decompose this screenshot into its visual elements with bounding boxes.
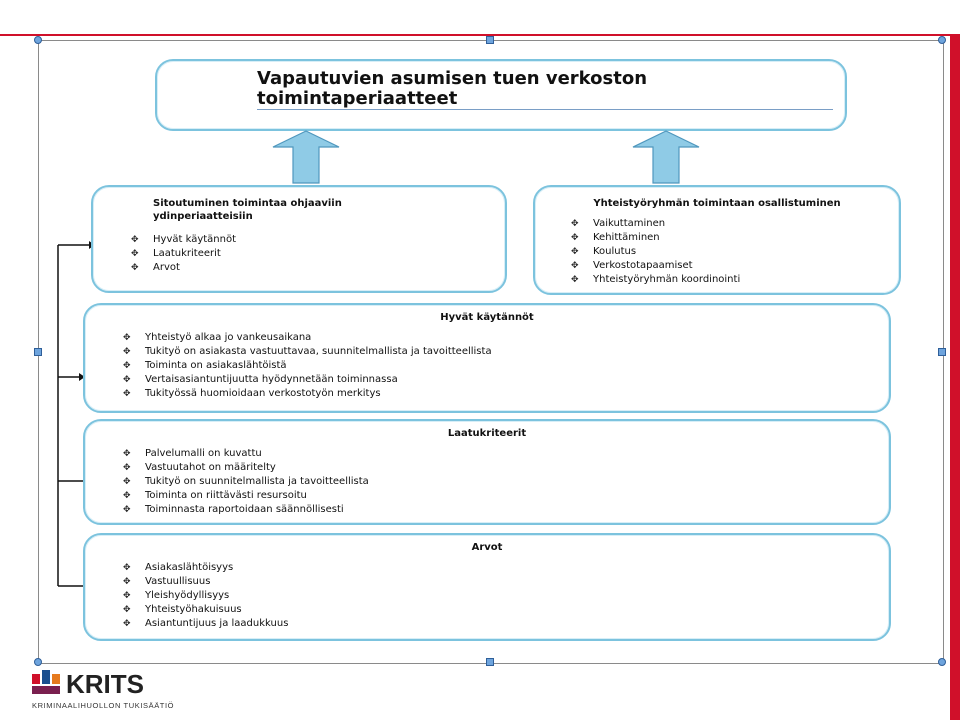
list-item: ✥ Vastuutahot on määritelty [123, 462, 276, 473]
bullet-icon: ✥ [571, 275, 579, 285]
bullet-icon: ✥ [123, 605, 131, 615]
list-item: ✥ Yhteistyöhakuisuus [123, 604, 242, 615]
resize-handle-left[interactable] [34, 348, 42, 356]
list-item: ✥ Tukityössä huomioidaan verkostotyön merkitys [123, 388, 381, 399]
krits-logo-mark [30, 662, 250, 702]
quality-criteria-box [83, 419, 891, 525]
resize-handle-bottom[interactable] [486, 658, 494, 666]
list-item: ✥ Toiminnasta raportoidaan säännöllisesti [123, 504, 344, 515]
bullet-icon: ✥ [123, 347, 131, 357]
logo-subtitle: KRIMINAALIHUOLLON TUKISÄÄTIÖ [32, 701, 175, 710]
commitment-box [91, 185, 507, 293]
values-title: Arvot [471, 542, 503, 553]
slide-top-red-line [0, 34, 960, 36]
list-item: ✥ Tukityö on suunnitelmallista ja tavoitteellista [123, 476, 369, 487]
bullet-icon: ✥ [571, 247, 579, 257]
diagram-selection-frame[interactable] [38, 40, 944, 664]
bullet-icon: ✥ [123, 477, 131, 487]
title-underline [257, 109, 833, 110]
list-item: ✥ Hyvät käytännöt [131, 234, 237, 245]
bullet-icon: ✥ [123, 375, 131, 385]
list-item: ✥ Tukityö on asiakasta vastuuttavaa, suunnitelmallista ja tavoitteellista [123, 346, 492, 357]
resize-handle-top-right[interactable] [938, 36, 946, 44]
collaboration-list [571, 217, 740, 287]
list-item: ✥ Yleishyödyllisyys [123, 590, 230, 601]
list-item: ✥ Palvelumalli on kuvattu [123, 448, 262, 459]
bullet-icon: ✥ [123, 491, 131, 501]
list-item: ✥ Vastuullisuus [123, 576, 211, 587]
bullet-icon: ✥ [123, 449, 131, 459]
good-practices-title: Hyvät käytännöt [440, 312, 534, 323]
list-item: ✥ Asiantuntijuus ja laadukkuus [123, 618, 289, 629]
list-item: ✥ Kehittäminen [571, 232, 660, 243]
collaboration-box [533, 185, 901, 295]
good-practices-box [83, 303, 891, 413]
diagram-title: Vapautuvien asumisen tuen verkoston toimintaperiaatteet [257, 68, 648, 109]
bullet-icon: ✥ [123, 463, 131, 473]
bullet-icon: ✥ [123, 563, 131, 573]
bullet-icon: ✥ [123, 619, 131, 629]
resize-handle-top[interactable] [486, 36, 494, 44]
bullet-icon: ✥ [131, 263, 139, 273]
bullet-icon: ✥ [571, 219, 579, 229]
good-practices-list [123, 331, 492, 401]
commitment-title: Sitoutuminen toimintaa ohjaaviin ydinperiaatteisiin [153, 198, 342, 222]
list-item: ✥ Yhteistyö alkaa jo vankeusaikana [123, 332, 312, 343]
list-item: ✥ Toiminta on riittävästi resursoitu [123, 490, 307, 501]
resize-handle-top-left[interactable] [34, 36, 42, 44]
bullet-icon: ✥ [571, 261, 579, 271]
collaboration-title: Yhteistyöryhmän toimintaan osallistuminen [593, 198, 841, 209]
up-arrow-left [271, 129, 341, 185]
list-item: ✥ Verkostotapaamiset [571, 260, 693, 271]
list-item: ✥ Toiminta on asiakaslähtöistä [123, 360, 287, 371]
values-list [123, 561, 288, 631]
list-item: ✥ Yhteistyöryhmän koordinointi [571, 274, 741, 285]
commitment-list [131, 233, 236, 275]
list-item: ✥ Vertaisasiantuntijuutta hyödynnetään toiminnassa [123, 374, 398, 385]
up-arrow-right [631, 129, 701, 185]
values-box [83, 533, 891, 641]
list-item: ✥ Arvot [131, 262, 180, 273]
resize-handle-bottom-right[interactable] [938, 658, 946, 666]
bullet-icon: ✥ [123, 389, 131, 399]
bullet-icon: ✥ [131, 249, 139, 259]
bullet-icon: ✥ [131, 235, 139, 245]
bullet-icon: ✥ [123, 577, 131, 587]
quality-criteria-title: Laatukriteerit [447, 428, 527, 439]
list-item: ✥ Laatukriteerit [131, 248, 221, 259]
bullet-icon: ✥ [571, 233, 579, 243]
list-item: ✥ Koulutus [571, 246, 637, 257]
list-item: ✥ Vaikuttaminen [571, 218, 666, 229]
resize-handle-right[interactable] [938, 348, 946, 356]
bullet-icon: ✥ [123, 333, 131, 343]
bullet-icon: ✥ [123, 591, 131, 601]
quality-criteria-list [123, 447, 369, 517]
bullet-icon: ✥ [123, 361, 131, 371]
top-title-box [155, 59, 847, 131]
logo-wordmark: KRITS [66, 669, 144, 699]
bullet-icon: ✥ [123, 505, 131, 515]
slide-right-red-bar [950, 34, 960, 720]
list-item: ✥ Asiakaslähtöisyys [123, 562, 234, 573]
